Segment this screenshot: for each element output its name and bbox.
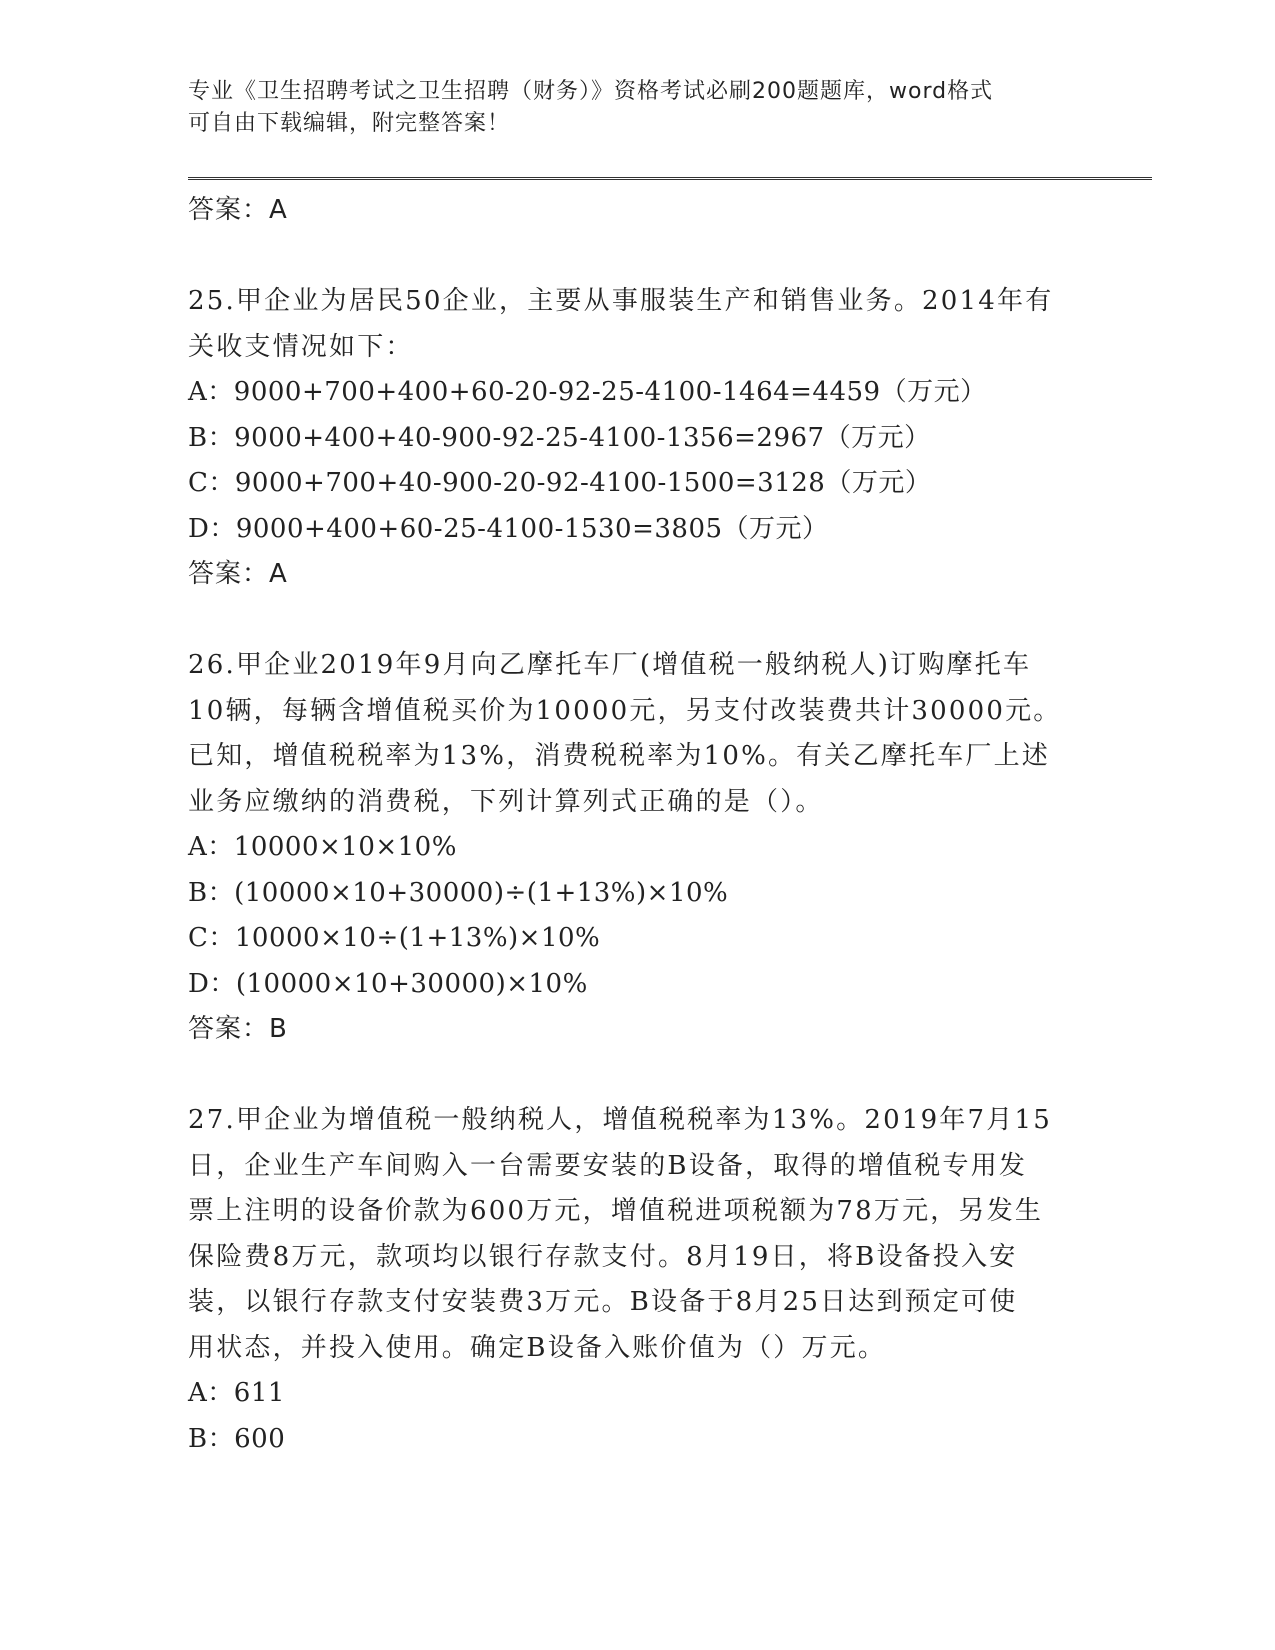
question-text-line: 25.甲企业为居民50企业，主要从事服装生产和销售业务。2014年有 bbox=[188, 286, 1054, 316]
question-text-line: 票上注明的设备价款为600万元，增值税进项税额为78万元，另发生 bbox=[188, 1196, 1044, 1226]
question-text-line: 26.甲企业2019年9月向乙摩托车厂(增值税一般纳税人)订购摩托车 bbox=[188, 650, 1032, 680]
answer-26: 答案：B bbox=[188, 1014, 288, 1044]
option-c: C：10000×10÷(1+13%)×10% bbox=[188, 923, 601, 953]
question-text-line: 27.甲企业为增值税一般纳税人，增值税税率为13%。2019年7月15 bbox=[188, 1105, 1052, 1135]
question-text-line: 装，以银行存款支付安装费3万元。B设备于8月25日达到预定可使 bbox=[188, 1287, 1018, 1317]
question-text-line: 已知，增值税税率为13%，消费税税率为10%。有关乙摩托车厂上述 bbox=[188, 741, 1050, 771]
header-divider bbox=[188, 177, 1152, 180]
option-a: A：611 bbox=[188, 1378, 285, 1408]
option-c: C：9000+700+40-900-20-92-4100-1500=3128（万元） bbox=[188, 468, 932, 498]
question-27 bbox=[188, 1098, 1108, 1462]
option-a: A：10000×10×10% bbox=[188, 832, 457, 862]
question-26 bbox=[188, 643, 1108, 1053]
question-text-line: 保险费8万元，款项均以银行存款支付。8月19日，将B设备投入安 bbox=[188, 1241, 1018, 1272]
option-b: B：600 bbox=[188, 1423, 286, 1454]
question-text-line: 日，企业生产车间购入一台需要安装的B设备，取得的增值税专用发 bbox=[188, 1150, 1028, 1181]
option-a: A：9000+700+400+60-20-92-25-4100-1464=4459（万元） bbox=[188, 377, 987, 407]
question-25 bbox=[188, 279, 1108, 598]
answer-25: 答案：A bbox=[188, 559, 288, 589]
spacer bbox=[188, 1053, 1108, 1099]
header-line-1: 专业《卫生招聘考试之卫生招聘（财务）》资格考试必刷200题题库，word格式 bbox=[188, 79, 994, 104]
option-b: B：9000+400+40-900-92-25-4100-1356=2967（万元） bbox=[188, 422, 931, 453]
spacer bbox=[188, 598, 1108, 644]
header-line-2: 可自由下载编辑，附完整答案！ bbox=[188, 111, 511, 136]
previous-answer: 答案：A bbox=[188, 195, 288, 225]
question-list bbox=[188, 188, 1108, 1462]
option-b: B：(10000×10+30000)÷(1+13%)×10% bbox=[188, 877, 729, 908]
question-text-line: 业务应缴纳的消费税，下列计算列式正确的是（）。 bbox=[188, 786, 824, 817]
option-d: D：9000+400+60-25-4100-1530=3805（万元） bbox=[188, 513, 829, 544]
question-text-line: 10辆，每辆含增值税买价为10000元，另支付改装费共计30000元。 bbox=[188, 695, 1062, 726]
option-d: D：(10000×10+30000)×10% bbox=[188, 968, 588, 999]
document-header bbox=[188, 76, 1088, 140]
spacer bbox=[188, 234, 1108, 280]
question-text-line: 关收支情况如下： bbox=[188, 331, 414, 362]
question-text-line: 用状态，并投入使用。确定B设备入账价值为（）万元。 bbox=[188, 1332, 887, 1363]
